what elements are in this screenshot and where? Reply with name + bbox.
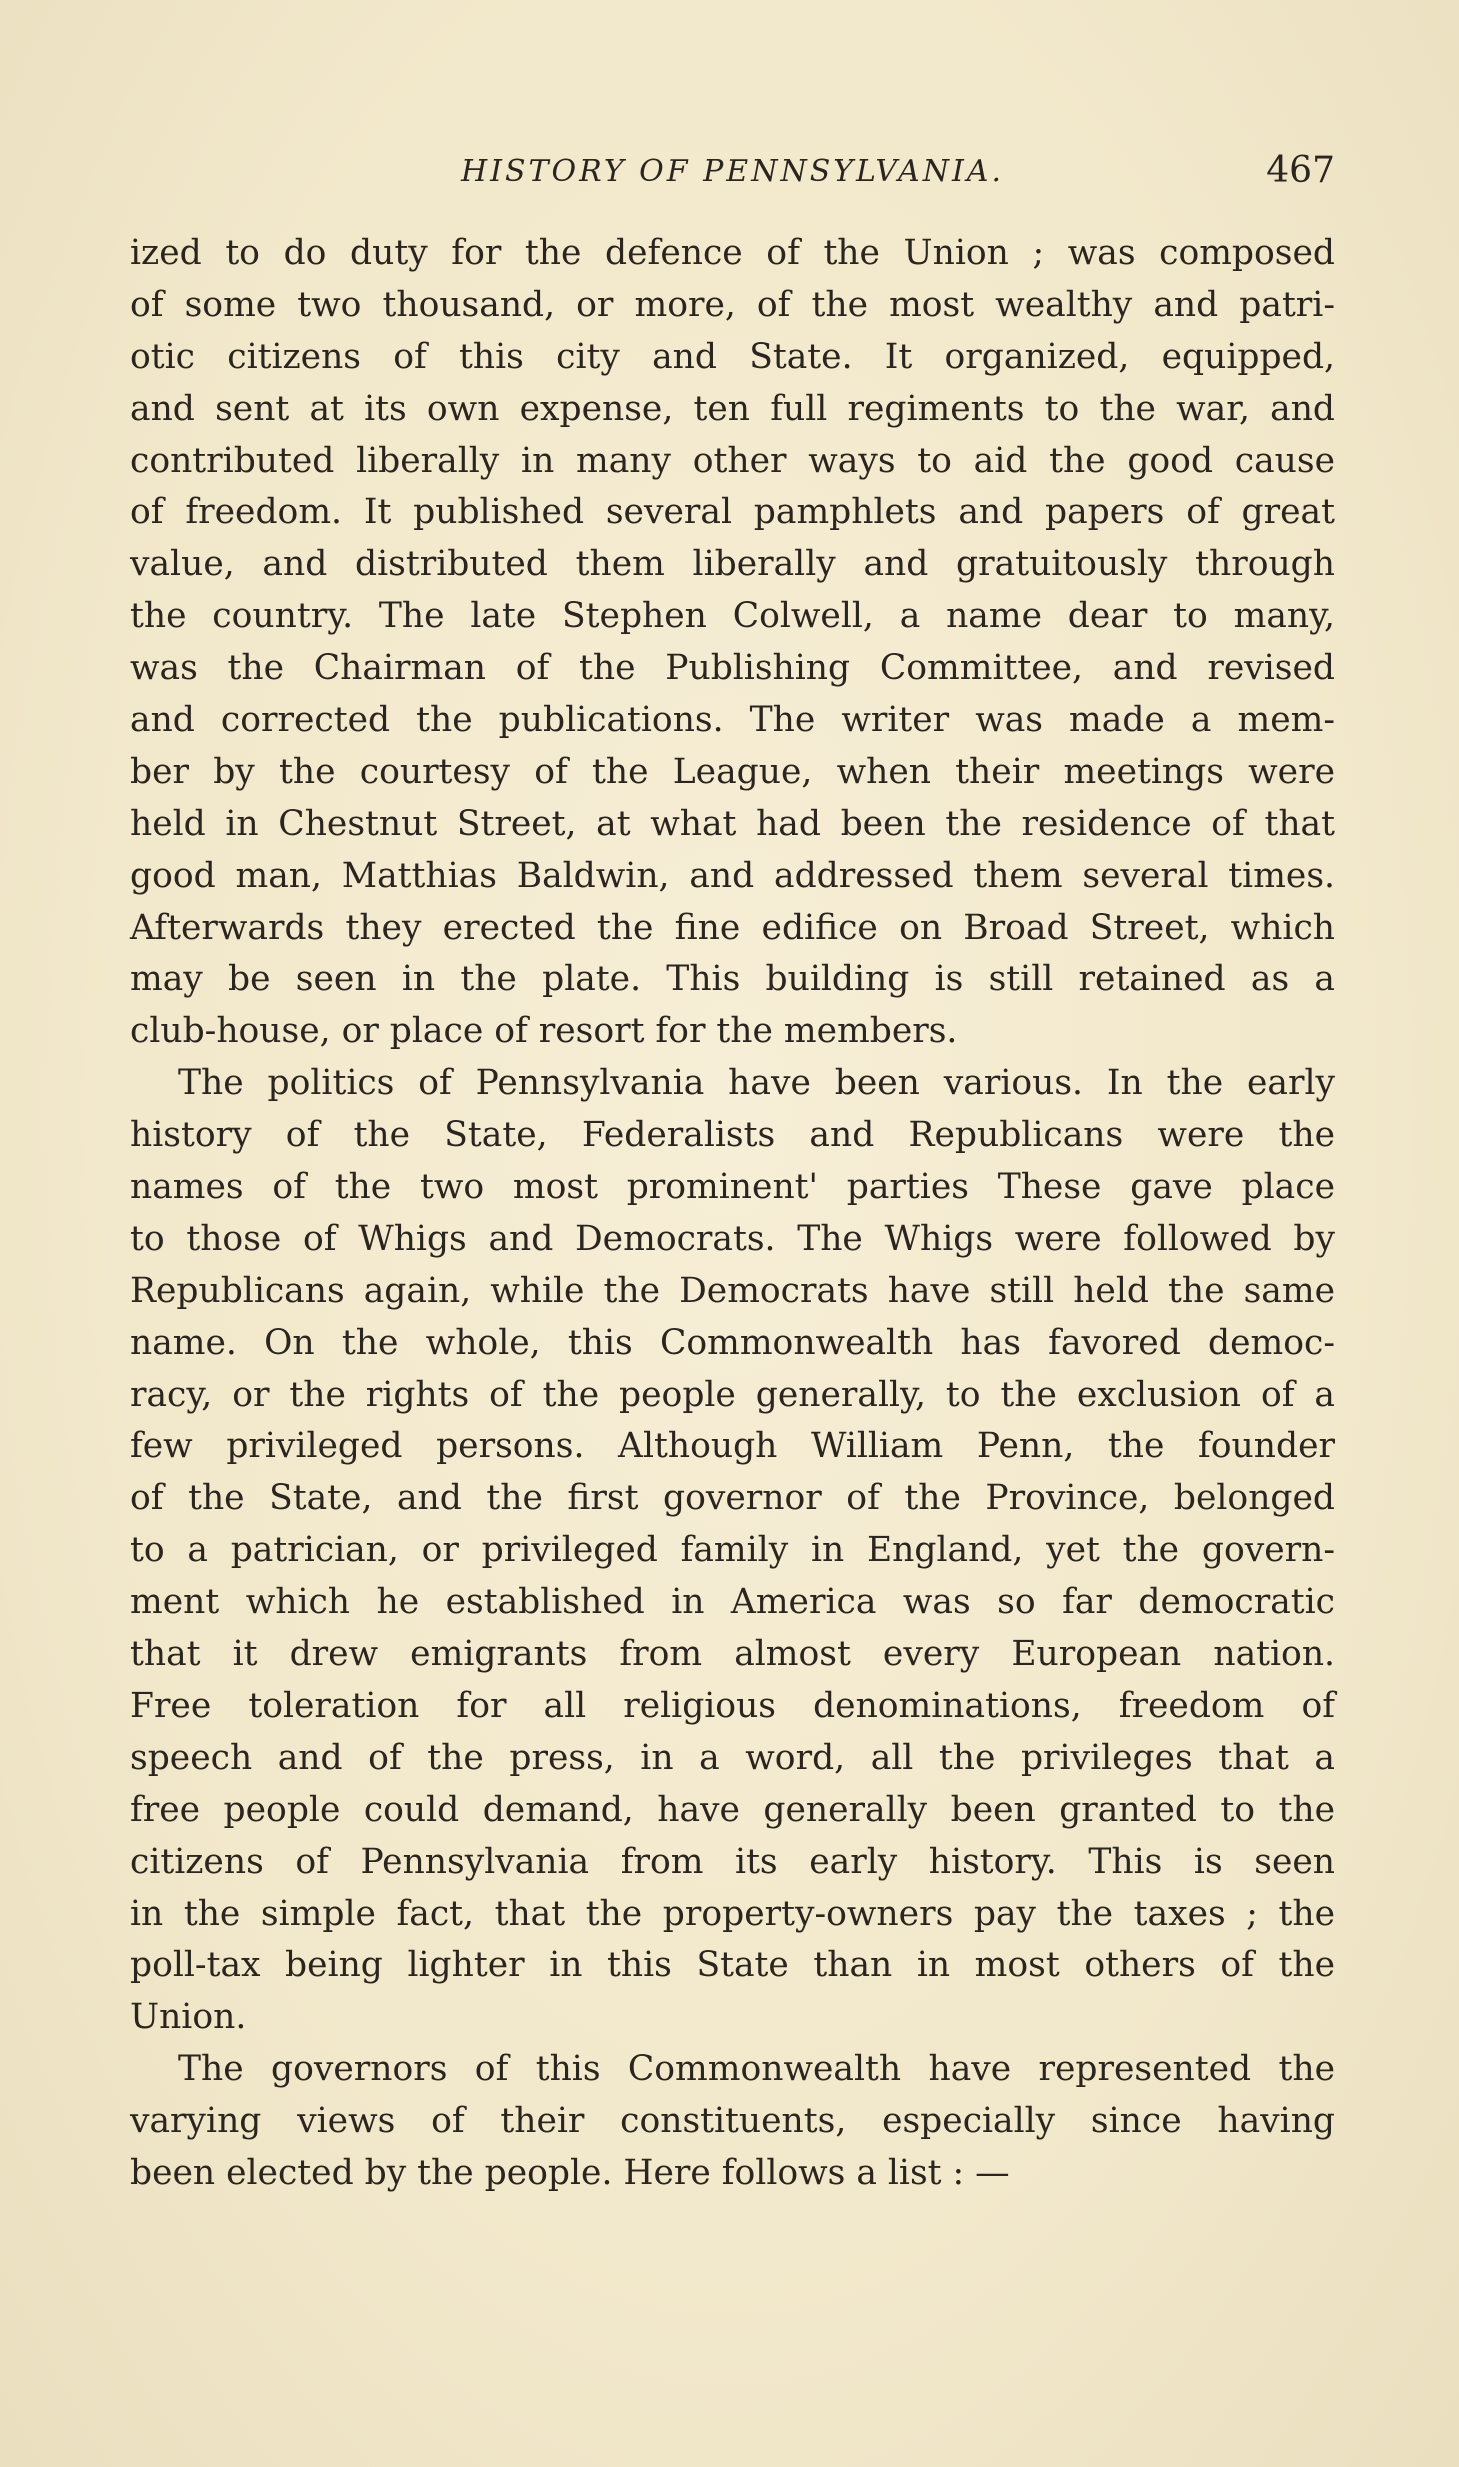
text-line: ment which he established in America was so far democratic — [130, 1582, 1335, 1623]
text-line: of freedom. It published several pamphlets and papers of great — [130, 492, 1335, 533]
text-line: held in Chestnut Street, at what had been the residence of that — [130, 803, 1335, 844]
text-line: Republicans again, while the Democrats have still held the same — [130, 1270, 1335, 1311]
text-line: that it drew emigrants from almost every European nation. — [130, 1634, 1335, 1675]
text-line: free people could demand, have generally been granted to the — [130, 1789, 1335, 1830]
text-line: names of the two most prominent' parties These gave place — [130, 1167, 1335, 1208]
text-line: club-house, or place of resort for the members. — [130, 1011, 958, 1052]
text-line: good man, Matthias Baldwin, and addressed them several times. — [130, 855, 1335, 896]
text-line: ber by the courtesy of the League, when their meetings were — [130, 751, 1335, 792]
text-line: Afterwards they erected the fine edifice on Broad Street, which — [130, 907, 1335, 948]
text-line: was the Chairman of the Publishing Committee, and revised — [130, 648, 1335, 689]
text-line: may be seen in the plate. This building is still retained as a — [130, 959, 1335, 1000]
text-line: to those of Whigs and Democrats. The Whigs were followed by — [130, 1218, 1335, 1259]
text-line: The politics of Pennsylvania have been various. In the early — [178, 1063, 1335, 1104]
text-line: of some two thousand, or more, of the most wealthy and patri- — [130, 284, 1335, 325]
text-line: of the State, and the first governor of the Province, belonged — [130, 1478, 1335, 1519]
text-line: to a patrician, or privileged family in England, yet the govern- — [130, 1530, 1335, 1571]
text-line: Free toleration for all religious denominations, freedom of — [130, 1685, 1335, 1726]
text-line: otic citizens of this city and State. It organized, equipped, — [130, 336, 1335, 377]
text-line: contributed liberally in many other ways to aid the good cause — [130, 440, 1335, 481]
running-head — [130, 150, 1335, 196]
text-line: value, and distributed them liberally and gratuitously through — [130, 544, 1335, 585]
text-line: poll-tax being lighter in this State than in most others of the — [130, 1945, 1335, 1986]
running-title: HISTORY OF PENNSYLVANIA. — [460, 154, 1005, 189]
text-line: been elected by the people. Here follows a list : — — [130, 2152, 1010, 2193]
text-line: speech and of the press, in a word, all the privileges that a — [130, 1737, 1335, 1778]
page-number: 467 — [1266, 150, 1335, 191]
text-line: racy, or the rights of the people generally, to the exclusion of a — [130, 1374, 1335, 1415]
body-text — [130, 228, 1335, 2200]
text-line: ized to do duty for the defence of the Union ; was composed — [130, 233, 1335, 273]
text-line: name. On the whole, this Commonwealth has favored democ- — [130, 1322, 1335, 1363]
text-line: The governors of this Commonwealth have represented the — [178, 2049, 1335, 2090]
text-line: history of the State, Federalists and Republicans were the — [130, 1115, 1335, 1156]
text-line: Union. — [130, 1997, 247, 2038]
text-line: and sent at its own expense, ten full regiments to the war, and — [130, 388, 1335, 429]
text-line: in the simple fact, that the property-owners pay the taxes ; the — [130, 1893, 1335, 1934]
text-line: and corrected the publications. The writer was made a mem- — [130, 700, 1335, 741]
text-line: varying views of their constituents, especially since having — [130, 2101, 1335, 2142]
text-line: the country. The late Stephen Colwell, a name dear to many, — [130, 596, 1335, 637]
text-line: citizens of Pennsylvania from its early history. This is seen — [130, 1841, 1335, 1882]
text-line: few privileged persons. Although William Penn, the founder — [130, 1426, 1335, 1467]
